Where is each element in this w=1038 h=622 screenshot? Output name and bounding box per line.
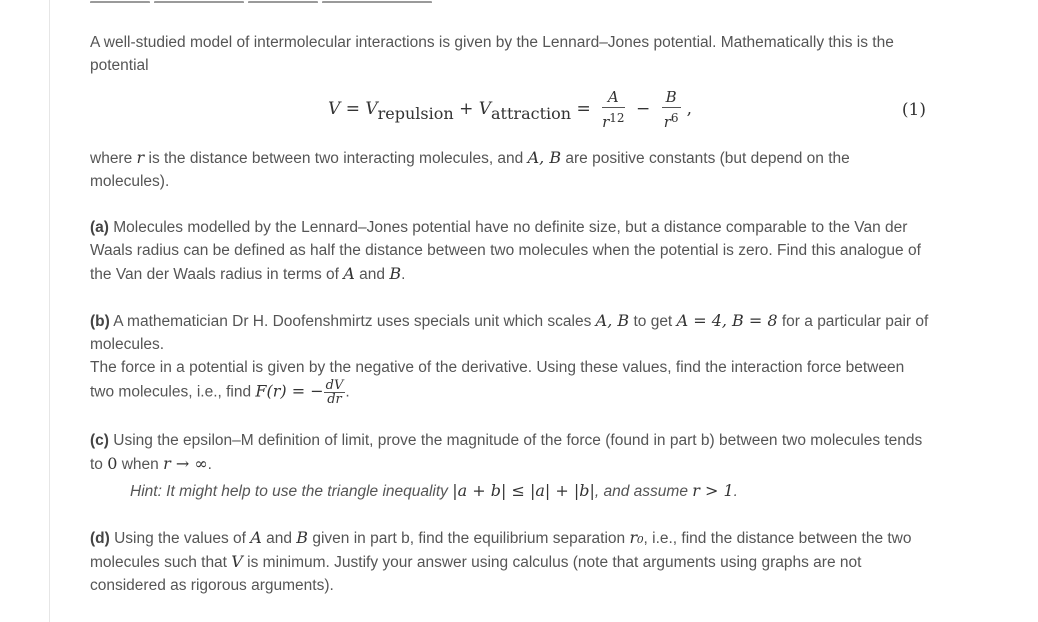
fraction-a-over-r12: $\frac{A}{r^{12}}$ [602,88,625,131]
equation-number: (1) [901,100,926,120]
part-a: (a) Molecules modelled by the Lennard–Jones potential have no definite size, but a distance comparable to the Van der Waals radius can be defined as half the distance between two molecules when the potential is zero. Find this analogue of the Van der Waals radius in terms of A and B. [90,219,921,283]
derivative-fraction: $\frac{dV}{dr}$ [325,378,344,407]
intro-where-text: where r is the distance between two interacting molecules, and A, B are positive constants (but depend on the molecules). [90,148,850,190]
clipped-text-above [90,0,490,3]
left-border [49,0,50,622]
problem-statement [90,31,930,597]
lennard-jones-equation: $V = V_{repulsion} + V_{attraction}$ = $\frac{A}{r^{12}}$ − $\frac{B}{r^6}$ , [328,88,693,131]
part-b: (b) A mathematician Dr H. Doofenshmirtz uses specials unit which scales A, B to get A = 4, B = 8 for a particular pair of molecules. [90,311,929,353]
fraction-b-over-r6: $\frac{B}{r^6}$ [662,87,681,132]
intro-text: A well-studied model of intermolecular interactions is given by the Lennard–Jones potential. Mathematically this is the potential [90,34,894,74]
part-c: (c) Using the epsilon–M definition of limit, prove the magnitude of the force (found in part b) between two molecules tends to 0 when r → ∞. [90,432,923,473]
part-d: (d) Using the values of A and B given in part b, find the equilibrium separation r₀, i.e., find the distance between the two molecules such that V is minimum. Justify your answer using calculus (note that arguments using graphs are not considered as rigorous arguments). [90,528,912,594]
equation-1 [90,81,930,146]
part-b-force: The force in a potential is given by the negative of the derivative. Using these values, find the interaction force between two molecules, i.e., find F(r) = − $\frac{dV}{dr}$ . [90,359,905,407]
part-c-hint: Hint: It might help to use the triangle inequality |a + b| ≤ |a| + |b|, and assume r > 1. [130,481,738,500]
